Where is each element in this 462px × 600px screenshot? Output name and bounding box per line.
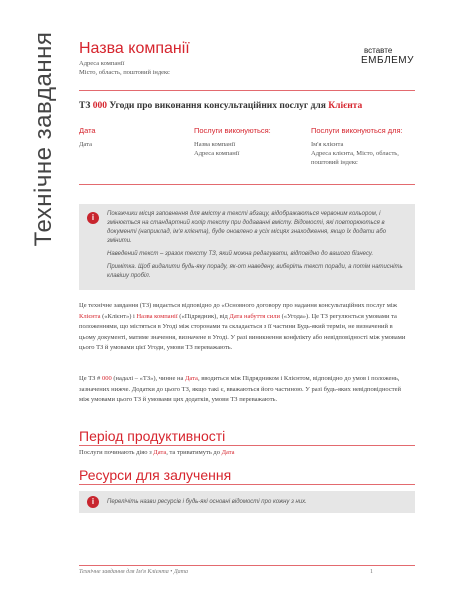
resources-tip-text: Перелічіть назви ресурсів і будь-які основні відомості про кожну з них. <box>107 499 307 505</box>
tip-text <box>107 210 405 285</box>
agreement-title <box>79 101 362 111</box>
para2-text-1: Це ТЗ # <box>79 375 101 382</box>
para2-text-2: (надалі – «ТЗ»), чинне на <box>113 375 184 382</box>
agreement-prefix: ТЗ <box>79 101 91 111</box>
para2-number[interactable]: 000 <box>101 375 112 382</box>
agreement-client[interactable]: Клієнта <box>328 101 363 111</box>
recipient-address: Адреса клієнта, Місто, область, поштовий індекс <box>311 150 399 166</box>
para1-company[interactable]: Назва компанії <box>136 312 178 320</box>
logo-line-1: вставте <box>364 46 393 55</box>
tip-paragraph-3: Примітка. Щоб видалити будь-яку пораду, як-от наведену, виберіть текст поради, а потім натисніть клавішу пробіл. <box>107 264 403 279</box>
paragraph-intro <box>79 301 409 354</box>
info-divider <box>79 184 415 185</box>
company-address[interactable] <box>79 59 170 77</box>
agreement-text: Угоди про виконання консультаційних послуг для <box>109 101 326 111</box>
section1-divider <box>79 445 415 446</box>
performance-end-date[interactable]: Дата <box>221 449 235 456</box>
info-icon: i <box>87 496 99 508</box>
para2-date[interactable]: Дата <box>184 375 198 382</box>
section2-divider <box>79 484 415 485</box>
para1-text-3: («Підрядник), від <box>179 312 228 320</box>
performance-text-1: Послуги починають діяо з <box>79 449 152 456</box>
footer-text: Технічне завдання для Ім'я Клієнта • Дата <box>79 569 189 575</box>
para2-text-3: , вводиться між Підрядником і Клієнтом, відповідно до умов і положень, зазначених нижче. Додатки до цього ТЗ, якщо такі є, вважаються його частиною. У разі будь-яких невідповідностей між умовами цього ТЗ й умовами цих додатків, умови ТЗ переважають. <box>79 375 401 403</box>
address-line-2: Місто, область, поштовий індекс <box>79 69 170 76</box>
address-line-1: Адреса компанії <box>79 60 125 67</box>
header-divider <box>79 90 415 91</box>
tip-paragraph-2: Наведений текст – зразок тексту ТЗ, який можна редагувати, відповідно до вашого бізнесу. <box>107 251 374 257</box>
logo-placeholder[interactable] <box>361 46 414 66</box>
provider-name: Назва компанії <box>194 141 236 148</box>
resources-tip-box <box>79 491 415 513</box>
company-name[interactable]: Назва компанії <box>79 40 190 57</box>
document-type-title: Технічне завдання <box>30 31 57 247</box>
date-value[interactable]: Дата <box>79 141 92 148</box>
footer-divider <box>79 565 415 566</box>
side-title <box>22 14 66 264</box>
performance-text-2: , та триватимуть до <box>166 449 220 456</box>
para1-text-2: («Клієнт») і <box>102 312 135 320</box>
para1-client[interactable]: Клієнта <box>79 312 101 320</box>
performance-text <box>79 448 409 459</box>
recipient-info[interactable] <box>311 140 411 167</box>
recipient-header: Послуги виконуються для: <box>311 126 403 135</box>
recipient-name: Ім'я клієнта <box>311 141 344 148</box>
info-icon: i <box>87 212 99 224</box>
para1-text-4: («Угода»). Це ТЗ регулюється умовами та положеннями, що містяться в Угоді між сторонами та складається з її частини Будь-який термін, не визначений в цьому документі, матиме значення, визначене в Угоді. У разі виникнення конфлікту або невідповідності між умовами цього ТЗ й умовами цієї Угоди, умови ТЗ переважають. <box>79 312 406 351</box>
paragraph-sow-number <box>79 374 409 406</box>
provider-address: Адреса компанії <box>194 150 240 157</box>
provider-header: Послуги виконуються: <box>194 126 271 135</box>
page-number: 1 <box>370 569 373 575</box>
para1-text-1: Це технічне завдання (ТЗ) видається відповідно до «Основного договору про надання консультаційних послуг між <box>79 302 398 309</box>
performance-start-date[interactable]: Дата <box>153 449 167 456</box>
logo-line-2: ЕМБЛЕМУ <box>361 55 414 66</box>
agreement-number[interactable]: 000 <box>92 101 107 111</box>
date-header: Дата <box>79 126 96 135</box>
tip-box <box>79 204 415 290</box>
section-heading-performance: Період продуктивності <box>79 428 226 444</box>
para1-date[interactable]: Дата набуття сили <box>229 312 280 320</box>
section-heading-resources: Ресурси для залучення <box>79 467 232 483</box>
provider-info[interactable] <box>194 140 239 158</box>
tip-paragraph-1: Покажчики місця заповнення для вмісту в тексті абзацу, відображаються червоним кольором, і змінюється на стандартний колір тексту при додаванні вмісту. Відомості, які повторюються в документі (наприклад, ім'я клієнта), буде оновлено в усіх місцях знаходження, якщо їх додати або змінити. <box>107 211 387 244</box>
